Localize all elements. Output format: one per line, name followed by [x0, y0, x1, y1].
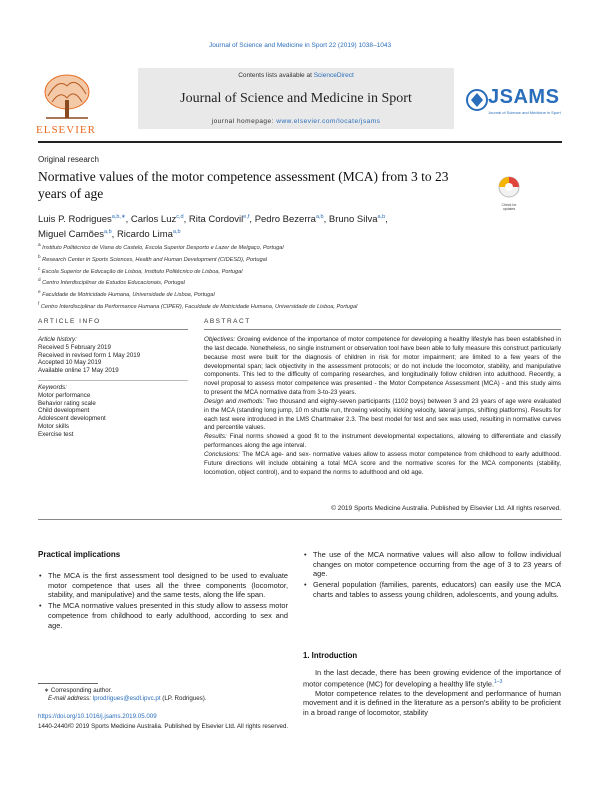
affiliation: $^d$ Centro Interdisciplinar de Estudos Educacionais, Portugal	[38, 277, 185, 287]
affiliation: $^a$ Instituto Politécnico de Viana do Castelo, Escola Superior Desporto e Lazer de Melgaço, Portugal	[38, 242, 284, 251]
keyword: Adolescent development	[38, 415, 106, 423]
contents-line	[138, 72, 454, 79]
abstract-design: Two thousand and eighty-seven participants (1102 boys) between 3 and 23 years of age were evaluated in the MCA (standing long jump, 10 m shuttle run, throwing velocity, kicking velocity, lateral jumps, shifting platforms). Results for each test were introduced in the LMS Chartmaker 2.3. The best model for test and sex was used, resulting in normative curves and percentile values.	[204, 397, 562, 432]
crossmark-label: Check for updates	[501, 203, 517, 211]
list-item: • The MCA normative values presented in this study allow to assess motor competence from childhood to early adulthood, according to sex and age.	[38, 601, 288, 630]
keywords	[38, 384, 178, 439]
keywords-label: Keywords:	[38, 384, 67, 391]
affiliation: $^c$ Escola Superior de Educação de Lisboa, Instituto Politécnico de Lisboa, Portugal	[38, 265, 243, 275]
list-item: • General population (families, parents, educators) can easily use the MCA charts and tables to assess young children, adolescents, and young adults.	[303, 580, 561, 599]
article-info-rule	[38, 329, 188, 330]
paragraph: In the last decade, there has been growing evidence of the importance of motor competence (MC) for developing a healthy life style.$^{1-3}$	[303, 668, 561, 689]
doi-link[interactable]: https://doi.org/10.1016/j.jsams.2019.05.009	[38, 713, 157, 720]
author-list: Luis P. Rodrigues$^{a,b,∗}$, Carlos Luz$^{c,d}$, Rita Cordovil$^{e,f}$, Pedro Bezerra$^{a,b}$, Bruno Silva$^{a,b}$, Miguel Camões$^{a,b}$, Ricardo Lima$^{a,b}$	[38, 214, 388, 241]
abstract-bottom-rule	[38, 519, 562, 520]
jsams-wordmark: JSAMS	[488, 86, 560, 108]
history-item: Received 5 February 2019	[38, 343, 111, 351]
introduction-body	[303, 668, 561, 717]
homepage-link[interactable]: www.elsevier.com/locate/jsams	[276, 118, 381, 125]
homepage-prefix: journal homepage:	[211, 118, 277, 125]
author[interactable]: Pedro Bezerra$^{a,b}$	[254, 214, 324, 226]
abstract-objectives: Growing evidence of the importance of motor competence for developing a healthy lifestyle has been established in the last decade. Nonetheless, no single instrument or observation tool have been able to fully measure this construct particularly because most were built for the diagnosis of children in risk for motor impairment; are limited to a few years of the developmental span; lack objectivity in the assessment protocols; or do not include the locomotor, stability, and manipulative components. This led to the difficulty of comparing researches, and longitudinally follow children into adulthood. Recently, a novel proposal to assess motor competence was presented - the Motor Competence Assessment (MCA) - and this study aims to present the MCA normative data from 3-to-23 years.	[204, 336, 562, 397]
paper-title: Normative values of the motor competence assessment (MCA) from 3 to 23 years of age	[38, 169, 449, 201]
abstract-copyright: © 2019 Sports Medicine Australia. Published by Elsevier Ltd. All rights reserved.	[331, 505, 561, 512]
jsams-emblem-icon	[466, 88, 488, 112]
jsams-subtitle: Journal of Science and Medicine in Sport	[488, 110, 561, 115]
elsevier-tree-logo	[38, 72, 96, 124]
header-divider	[38, 141, 562, 143]
author[interactable]: Carlos Luz$^{c,d}$	[130, 214, 184, 226]
journal-citation: Journal of Science and Medicine in Sport 22 (2019) 1038–1043	[208, 42, 392, 49]
practical-bullets-right	[303, 550, 561, 601]
abstract-heading: ABSTRACT	[204, 318, 251, 325]
issn-line: 1440-2440/© 2019 Sports Medicine Australia. Published by Elsevier Ltd. All rights reserved.	[38, 723, 289, 730]
history-item: Accepted 10 May 2019	[38, 359, 102, 367]
practical-bullets-left	[38, 571, 288, 631]
journal-title: Journal of Science and Medicine in Sport	[180, 91, 412, 106]
abstract-results: Final norms showed a good fit to the instrument developmental expectations, allowing to differentiate and classify performances along the age interval.	[204, 433, 562, 450]
keyword: Exercise test	[38, 430, 74, 438]
author[interactable]: Miguel Camões$^{a,b}$	[38, 229, 112, 241]
list-item: • The use of the MCA normative values will also allow to follow individual changes on motor competence occurring from the age of 3 to 23 years of age.	[303, 550, 561, 579]
footnote-rule	[38, 683, 98, 684]
crossmark-badge[interactable]	[496, 176, 522, 211]
sciencedirect-link[interactable]: ScienceDirect	[313, 72, 354, 79]
crossmark-icon	[496, 176, 522, 198]
history-item: Available online 17 May 2019	[38, 367, 119, 375]
keyword: Behavior rating scale	[38, 399, 96, 407]
practical-heading: Practical implications	[38, 550, 121, 559]
affiliation: $^e$ Faculdade de Motricidade Humana, Universidade de Lisboa, Portugal	[38, 289, 215, 298]
contents-prefix: Contents lists available at	[238, 72, 314, 79]
affiliation: $^f$ Centro Interdisciplinar da Performance Humana (CIPER), Faculdade de Motricidade Humana, Universidade de Lisboa, Portugal	[38, 300, 358, 310]
abstract-conclusions: The MCA age- and sex- normative values allow to assess motor competence from childhood to early adulthood. Future directions will include obtaining a total MCA score and the normative scores for the MCA components (stability, locomotion, object control), and to expand the norms to adulthood and old age.	[204, 450, 561, 476]
paragraph: Motor competence relates to the development and performance of human movement and it is defined in the literature as a person’s ability to be proficient in a broad range of locomotor, stability	[303, 688, 561, 717]
author[interactable]: Bruno Silva$^{a,b}$	[328, 214, 386, 226]
author[interactable]: Luis P. Rodrigues$^{a,b,∗}$	[38, 214, 126, 226]
journal-homepage	[138, 118, 454, 125]
affiliation-list	[38, 241, 558, 312]
elsevier-wordmark: ELSEVIER	[36, 124, 96, 136]
email-link[interactable]: lprodrigues@esdl.ipvc.pt	[92, 695, 161, 702]
keyword: Motor performance	[38, 391, 91, 399]
corresponding-author-footnote	[38, 687, 288, 703]
abstract-rule	[204, 329, 561, 330]
article-type: Original research	[38, 155, 99, 164]
keyword: Child development	[38, 407, 90, 415]
abstract-body: Objectives: Growing evidence of the importance of motor competence for developing a healthy lifestyle has been established in the last decade. Nonetheless, no single instrument or observation tool have been able to fully measure this construct particularly because most were built for the diagnosis of children in risk for motor impairment; are limited to a few years of the developmental span; lack objectivity in the assessment protocols; or do not include the locomotor, stability, and manipulative components. This led to the difficulty of comparing researches, and longitudinally follow children into adulthood. Recently, a novel proposal to assess motor competence was presented - the Motor Competence Assessment (MCA) - and this study aims to present the MCA normative data from 3-to-23 years. Design and methods: Two thousand and eighty-seven participants (1102 boys) between 3 and 23 years of age were evaluated in the MCA (standing long jump, 10 m shuttle run, throwing velocity, kicking velocity, lateral jumps, shifting platforms). Results for each test were introduced in the LMS Chartmaker 2.3. The best model for test and sex was used, resulting in normative curves and percentile values. Results: Final norms showed a good fit to the instrument developmental expectations, allowing to differentiate and classify performances along the age interval. Conclusions: The MCA age- and sex- normative values allow to assess motor competence from childhood to early adulthood. Future directions will include obtaining a total MCA score and the normative scores for the MCA components (stability, locomotion, object control), and to expand the norms to adulthood and old age.	[204, 336, 562, 476]
reference-link[interactable]: 1–3	[494, 678, 503, 685]
keyword: Motor skills	[38, 422, 69, 430]
info-divider	[38, 380, 188, 381]
author[interactable]: Ricardo Lima$^{a,b}$	[116, 229, 181, 241]
article-history	[38, 336, 178, 375]
corresponding-label: ∗ Corresponding author.	[44, 687, 113, 694]
history-item: Received in revised form 1 May 2019	[38, 351, 141, 359]
affiliation: $^b$ Research Center in Sports Sciences, Health and Human Development (CIDESD), Portugal	[38, 253, 267, 263]
article-info-heading: ARTICLE INFO	[38, 318, 101, 325]
jsams-logo	[466, 82, 560, 122]
author[interactable]: Rita Cordovil$^{e,f}$	[188, 214, 250, 226]
email-line: E-mail address: lprodrigues@esdl.ipvc.pt (LP. Rodrigues).	[48, 695, 207, 702]
introduction-heading: 1. Introduction	[303, 651, 358, 660]
history-label: Article history:	[38, 336, 77, 343]
list-item: • The MCA is the first assessment tool designed to be used to evaluate motor competence that uses all the three components (locomotor, stability, and manipulative) and the same tests, along the life span.	[38, 571, 288, 600]
